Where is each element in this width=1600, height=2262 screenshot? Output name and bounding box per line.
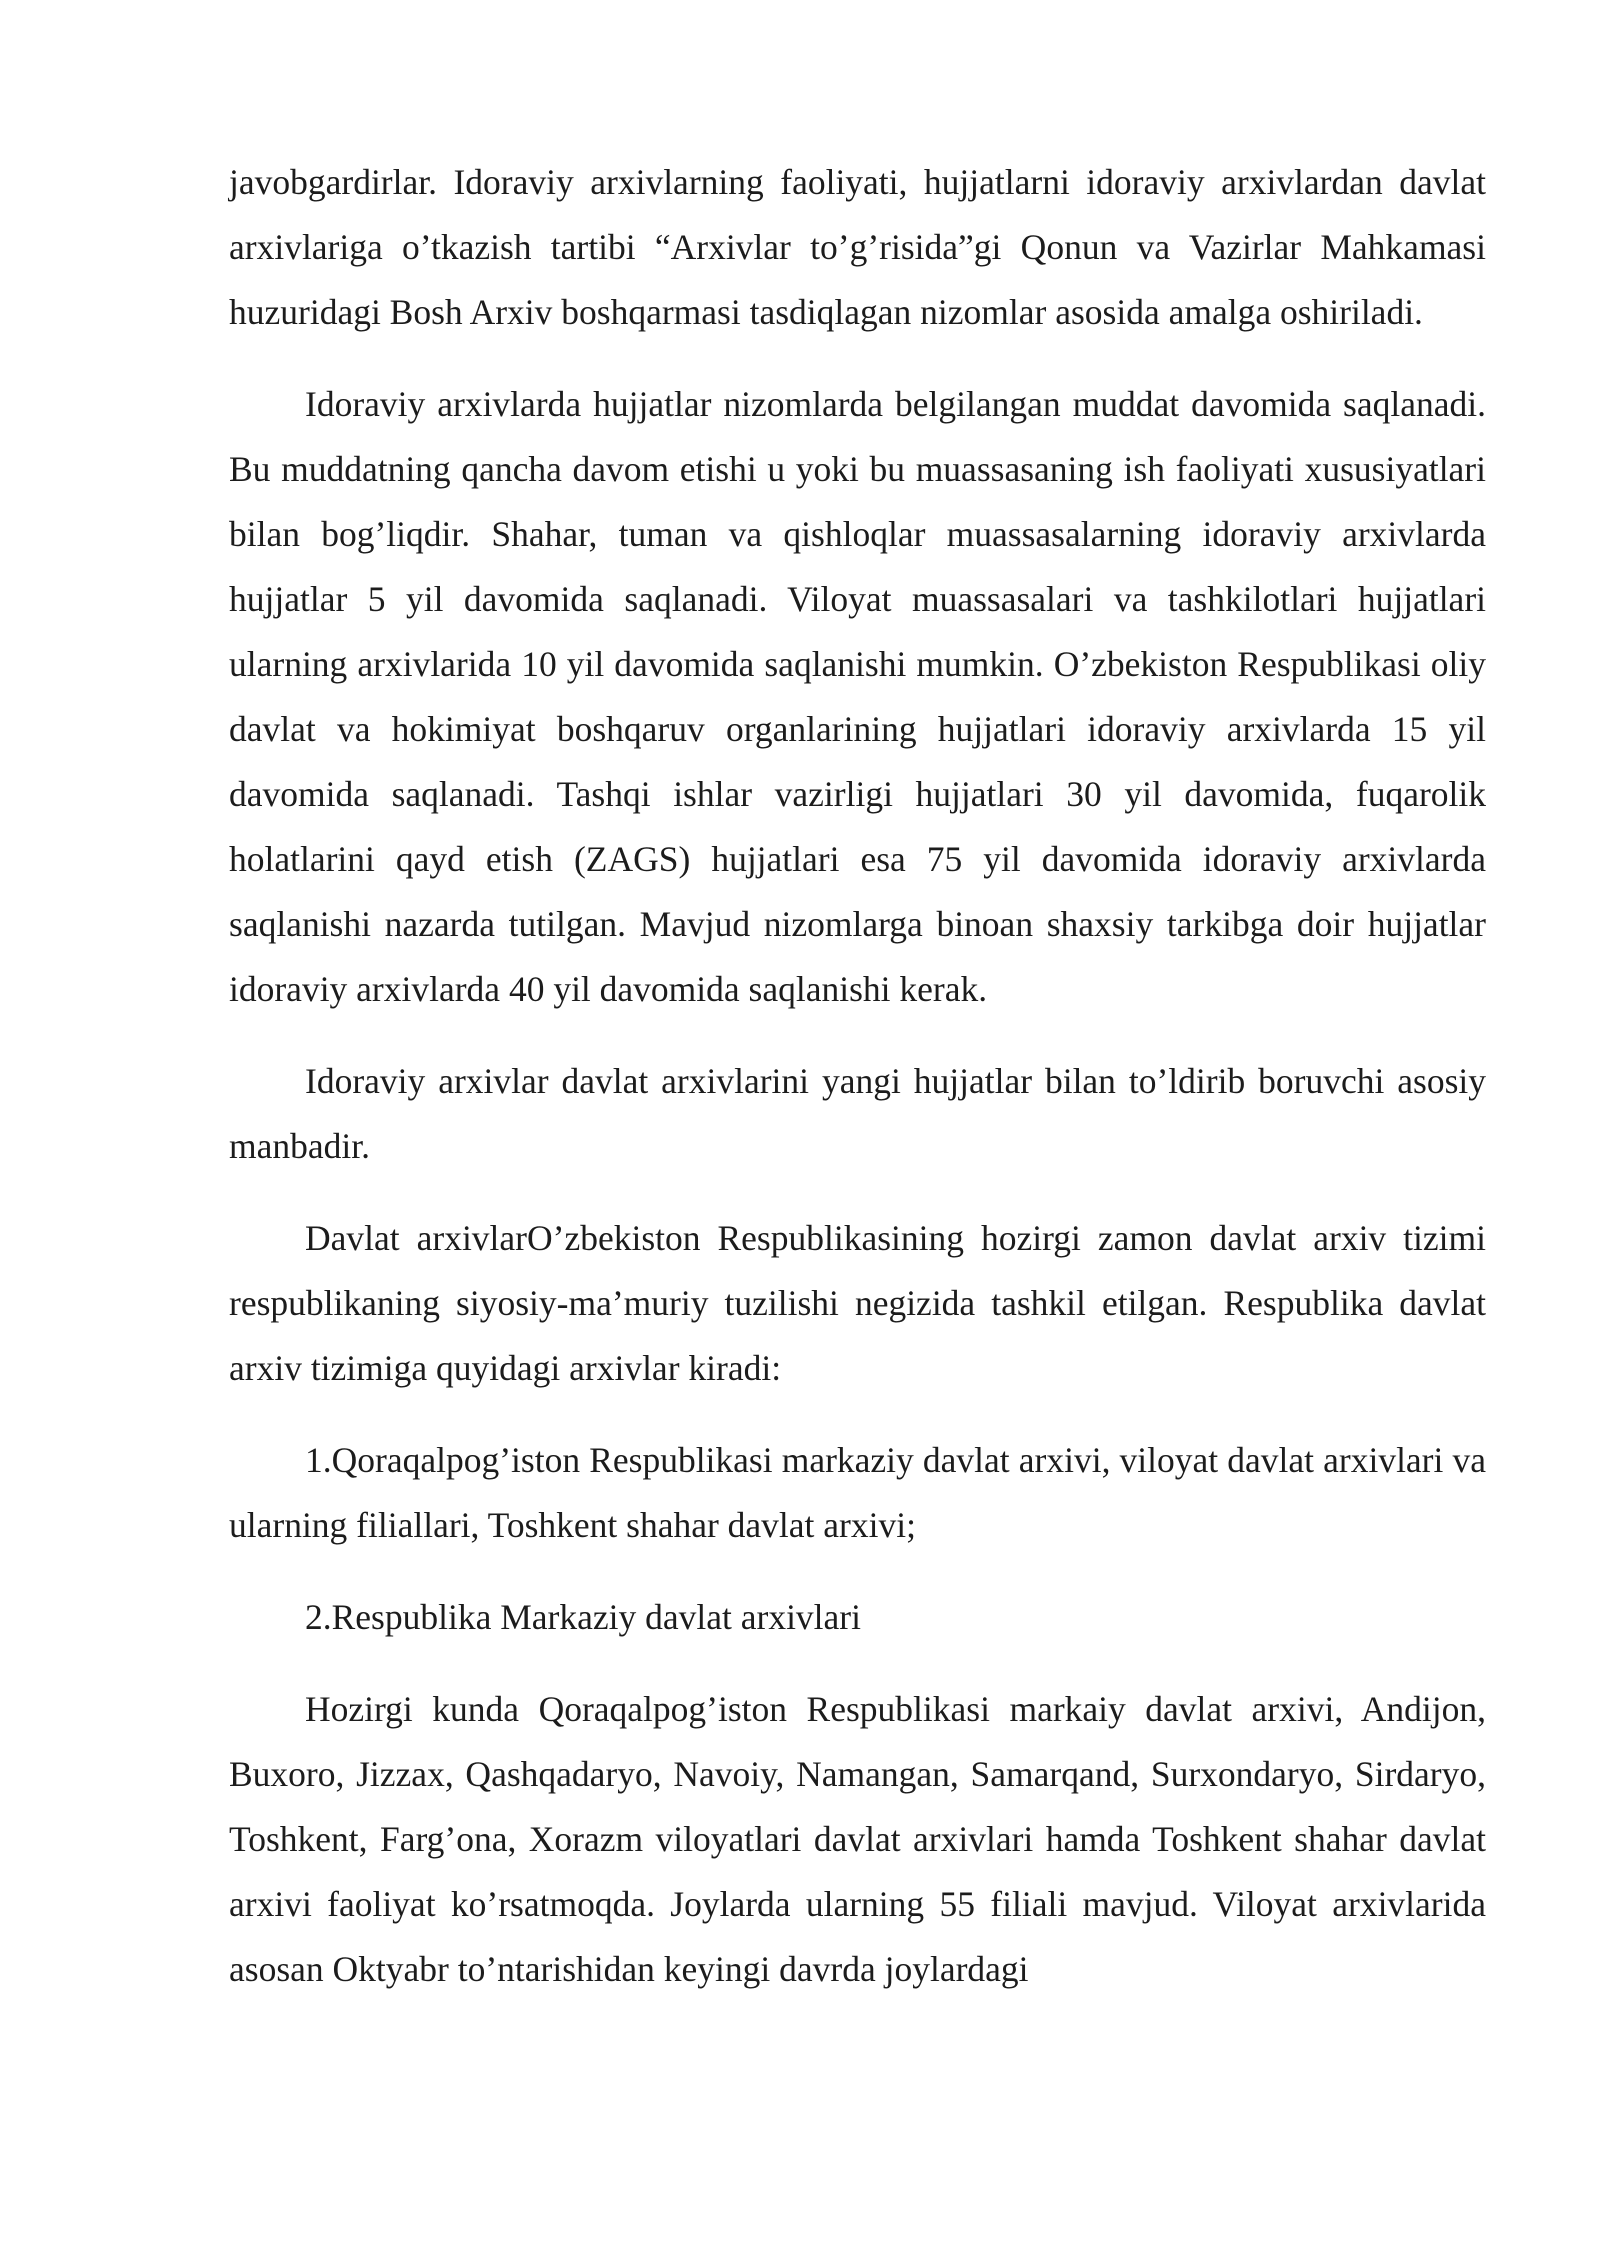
list-item-regional-archives: 1.Qoraqalpog’iston Respublikasi markaziy davlat arxivi, viloyat davlat arxivlari va ularning filiallari, Toshkent shahar davlat arxivi; [229,1440,1486,1545]
list-item-central-archives: 2.Respublika Markaziy davlat arxivlari [305,1597,861,1637]
paragraph-state-archive-system: Davlat arxivlarO’zbekiston Respublikasining hozirgi zamon davlat arxiv tizimi respublikaning siyosiy-ma’muriy tuzilishi negizida tashkil etilgan. Respublika davlat arxiv tizimiga quyidagi arxivlar kiradi: [229,1218,1486,1388]
paragraph-main-source: Idoraviy arxivlar davlat arxivlarini yangi hujjatlar bilan to’ldirib boruvchi asosiy manbadir. [229,1061,1486,1166]
document-page [229,150,1486,2029]
paragraph-current-archives: Hozirgi kunda Qoraqalpog’iston Respublikasi markaiy davlat arxivi, Andijon, Buxoro, Jizzax, Qashqadaryo, Navoiy, Namangan, Samarqand, Surxondaryo, Sirdaryo, Toshkent, Farg’ona, Xorazm viloyatlari davlat arxivlari hamda Toshkent shahar davlat arxivi faoliyat ko’rsatmoqda. Joylarda ularning 55 filiali mavjud. Viloyat arxivlarida asosan Oktyabr to’ntarishidan keyingi davrda joylardagi [229,1689,1486,1989]
paragraph-storage-periods: Idoraviy arxivlarda hujjatlar nizomlarda belgilangan muddat davomida saqlanadi. Bu muddatning qancha davom etishi u yoki bu muassasaning ish faoliyati xususiyatlari bilan bog’liqdir. Shahar, tuman va qishloqlar muassasalarning idoraviy arxivlarda hujjatlar 5 yil davomida saqlanadi. Viloyat muassasalari va tashkilotlari hujjatlari ularning arxivlarida 10 yil davomida saqlanishi mumkin. O’zbekiston Respublikasi oliy davlat va hokimiyat boshqaruv organlarining hujjatlari idoraviy arxivlarda 15 yil davomida saqlanadi. Tashqi ishlar vazirligi hujjatlari 30 yil davomida, fuqarolik holatlarini qayd etish (ZAGS) hujjatlari esa 75 yil davomida idoraviy arxivlarda saqlanishi nazarda tutilgan. Mavjud nizomlarga binoan shaxsiy tarkibga doir hujjatlar idoraviy arxivlarda 40 yil davomida saqlanishi kerak. [229,384,1486,1009]
paragraph-archive-transfer: javobgardirlar. Idoraviy arxivlarning faoliyati, hujjatlarni idoraviy arxivlardan davlat arxivlariga o’tkazish tartibi “Arxivlar to’g’risida”gi Qonun va Vazirlar Mahkamasi huzuridagi Bosh Arxiv boshqarmasi tasdiqlagan nizomlar asosida amalga oshiriladi. [229,162,1486,332]
